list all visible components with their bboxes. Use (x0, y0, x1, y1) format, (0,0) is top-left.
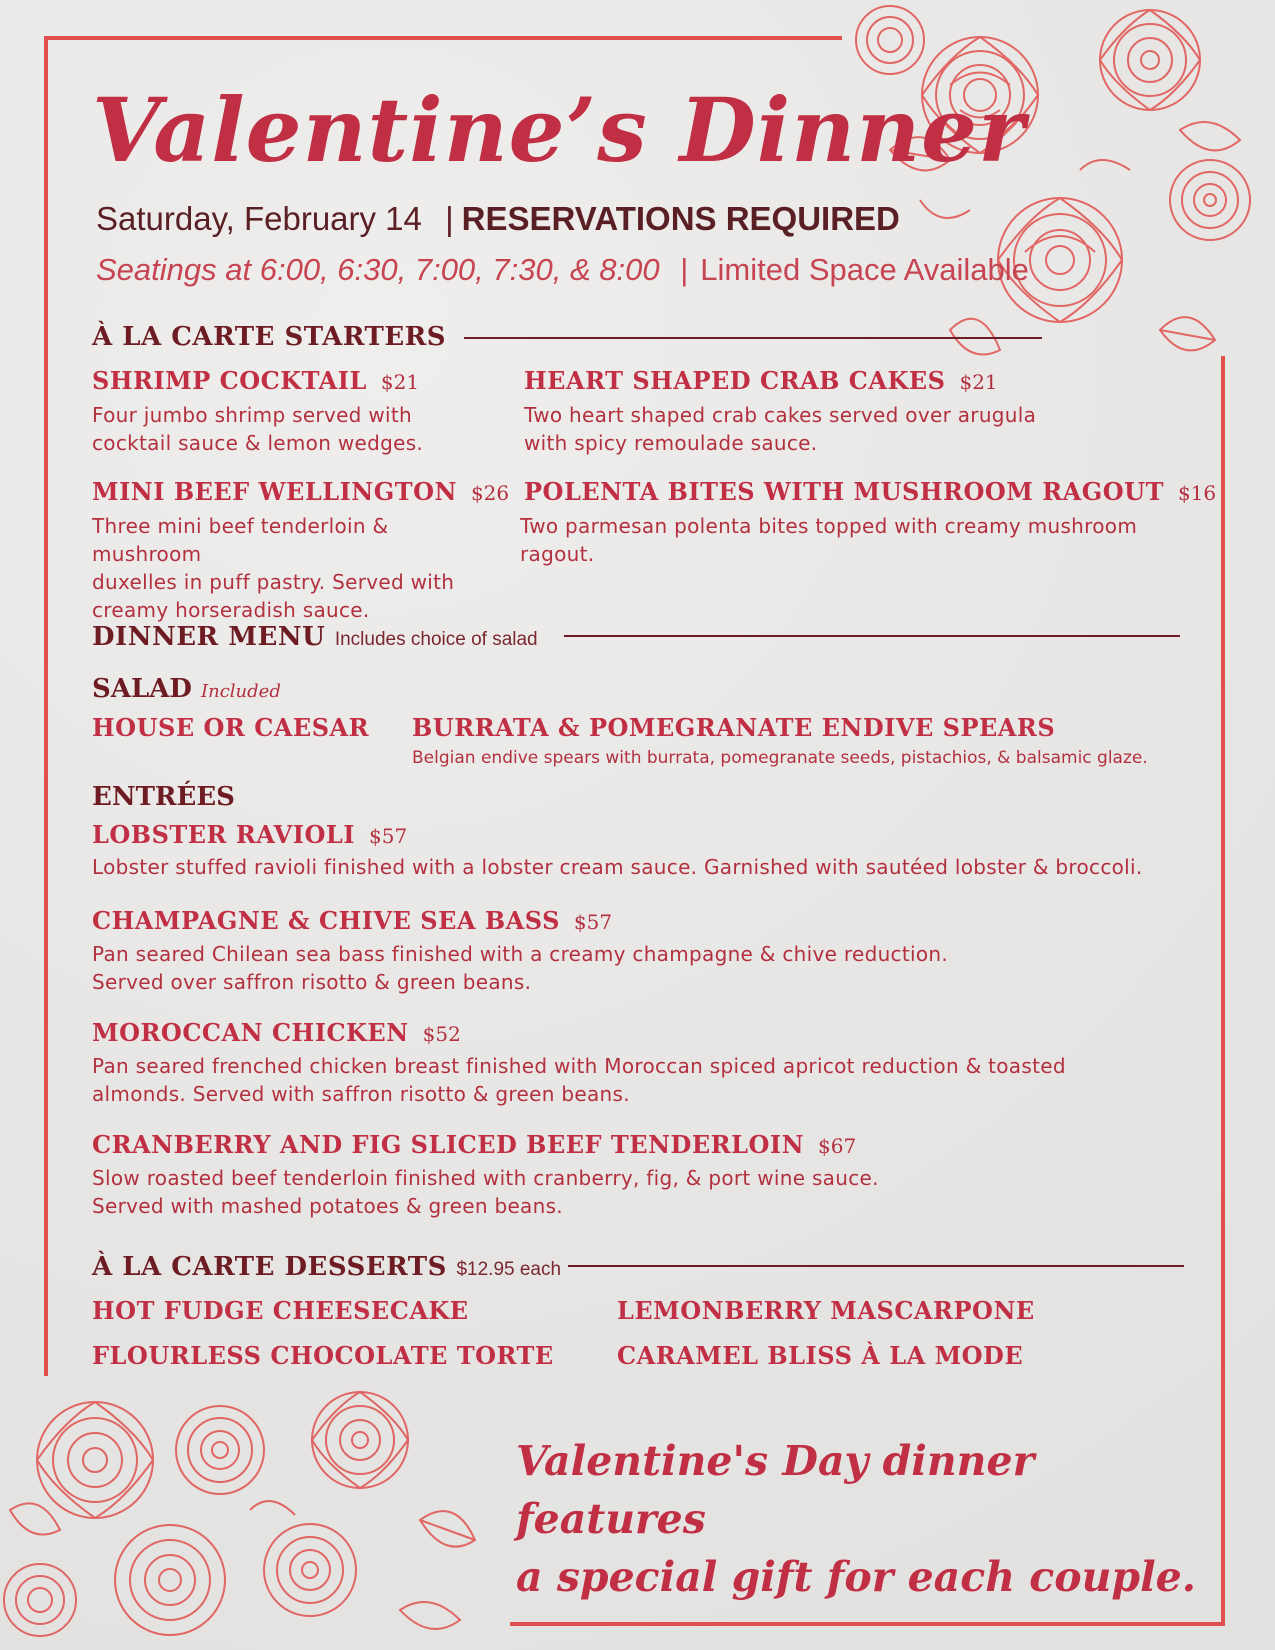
separator: | (445, 200, 454, 237)
menu-item-description: Pan seared frenched chicken breast finished with Moroccan spiced apricot reduction & toasted almonds. Served with saffron risotto & green beans. (92, 1054, 1066, 1106)
rose-icon (37, 1402, 153, 1518)
rose-icon (264, 1524, 356, 1616)
menu-item-description: Two parmesan polenta bites topped with creamy mushroom ragout. (520, 514, 1138, 566)
item-price: $57 (369, 824, 408, 848)
menu-item-name: MOROCCAN CHICKEN $52 (92, 1018, 461, 1047)
section-divider (568, 1265, 1184, 1267)
separator: | (680, 252, 689, 287)
reservations-notice: RESERVATIONS REQUIRED (461, 200, 900, 237)
date-line (96, 200, 900, 238)
desserts-price-note: $12.95 each (456, 1259, 562, 1280)
dessert-item: FLOURLESS CHOCOLATE TORTE (92, 1341, 554, 1370)
menu-item-name: POLENTA BITES WITH MUSHROOM RAGOUT $16 (524, 477, 1217, 506)
leaf-icon (420, 1511, 475, 1547)
menu-item-name: CRANBERRY AND FIG SLICED BEEF TENDERLOIN $67 (92, 1130, 857, 1159)
item-price: $21 (380, 370, 420, 394)
section-divider (564, 635, 1180, 637)
seatings-line (96, 252, 1029, 288)
event-date: Saturday, February 14 (96, 200, 422, 237)
menu-item-description: Three mini beef tenderloin & mushroom duxelles in puff pastry. Served with creamy horseradish sauce. (92, 514, 455, 622)
rose-illustration-bottom-left (0, 1380, 490, 1650)
frame-border-bottom (510, 1622, 1225, 1626)
frame-border-left (44, 36, 48, 1376)
leaf-icon (1160, 317, 1215, 350)
rose-icon (1170, 160, 1250, 240)
dinner-menu-note: Includes choice of salad (334, 629, 538, 650)
item-price: $26 (470, 481, 510, 505)
entrees-heading: ENTRÉES (92, 782, 235, 812)
menu-item-description: Slow roasted beef tenderloin finished with cranberry, fig, & port wine sauce. Served with mashed potatoes & green beans. (92, 1166, 879, 1218)
menu-item-name: CHAMPAGNE & CHIVE SEA BASS $57 (92, 906, 613, 935)
item-price: $52 (422, 1022, 461, 1046)
rose-icon (176, 1406, 264, 1494)
menu-item-name: LOBSTER RAVIOLI $57 (92, 820, 408, 849)
menu-item-name: SHRIMP COCKTAIL $21 (92, 366, 420, 395)
frame-border-top (44, 36, 842, 40)
salad-included-note: Included (201, 681, 281, 702)
rose-icon (115, 1525, 225, 1635)
gift-tagline: Valentine's Day dinner features a special gift for each couple. (516, 1437, 1197, 1601)
seating-times: Seatings at 6:00, 6:30, 7:00, 7:30, & 8:00 (96, 252, 660, 287)
menu-item-description: Lobster stuffed ravioli finished with a lobster cream sauce. Garnished with sautéed lobster & broccoli. (92, 855, 1143, 879)
leaf-icon (10, 1503, 60, 1534)
salad-option: BURRATA & POMEGRANATE ENDIVE SPEARS (412, 713, 1056, 742)
menu-item-name: MINI BEEF WELLINGTON $26 (92, 477, 510, 506)
rose-icon (1100, 10, 1200, 110)
menu-title: Valentine’s Dinner (92, 78, 1026, 182)
menu-item-description: Pan seared Chilean sea bass finished with a creamy champagne & chive reduction. Served over saffron risotto & green beans. (92, 942, 949, 994)
rose-illustration-top-right (830, 0, 1275, 395)
rose-icon (4, 1564, 76, 1636)
item-price: $57 (573, 910, 613, 934)
menu-item-description: Four jumbo shrimp served with cocktail sauce & lemon wedges. (92, 403, 424, 455)
starters-heading: À LA CARTE STARTERS (92, 322, 447, 352)
menu-item-description: Belgian endive spears with burrata, pomegranate seeds, pistachios, & balsamic glaze. (412, 748, 1148, 768)
item-price: $67 (818, 1134, 857, 1158)
salad-heading: SALAD Included (92, 674, 281, 704)
section-divider (464, 337, 1042, 339)
menu-item-name: HEART SHAPED CRAB CAKES $21 (524, 366, 998, 395)
item-price: $21 (959, 370, 998, 394)
dessert-item: LEMONBERRY MASCARPONE (617, 1296, 1035, 1325)
frame-border-right (1221, 356, 1225, 1626)
dessert-item: HOT FUDGE CHEESECAKE (92, 1296, 469, 1325)
desserts-heading: À LA CARTE DESSERTS $12.95 each (92, 1252, 562, 1282)
item-price: $16 (1177, 481, 1217, 505)
limited-space: Limited Space Available (700, 252, 1029, 287)
dessert-item: CARAMEL BLISS À LA MODE (617, 1341, 1024, 1370)
rose-icon (312, 1392, 408, 1488)
rose-icon (856, 6, 924, 74)
salad-option: HOUSE OR CAESAR (92, 713, 370, 742)
dinner-menu-heading: DINNER MENU Includes choice of salad (92, 622, 538, 652)
menu-item-description: Two heart shaped crab cakes served over arugula with spicy remoulade sauce. (524, 403, 1037, 455)
